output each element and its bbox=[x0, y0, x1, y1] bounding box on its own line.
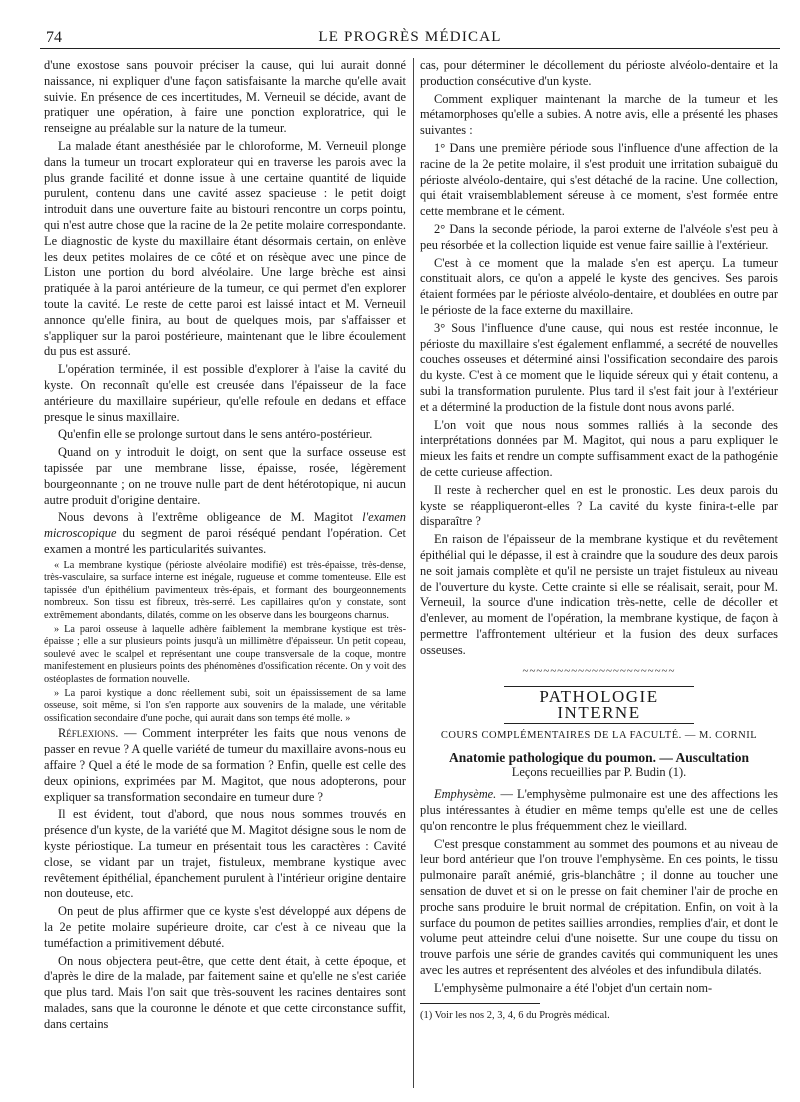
page-header bbox=[40, 26, 780, 49]
paragraph: cas, pour déterminer le décollement du périoste alvéolo-dentaire et la production consécutive d'un kyste. bbox=[420, 58, 778, 88]
paragraph: L'opération terminée, il est possible d'explorer à l'aise la cavité du kyste. On reconnaît qu'elle est creusée dans l'épaisseur de la face antérieure du maxillaire supérieur, qu'elle refoule en dedans et efface presque le sinus maxillaire. bbox=[44, 362, 406, 424]
paragraph: Quand on y introduit le doigt, on sent que la surface osseuse est tapissée par une membrane lisse, épaisse, rosée, légèrement bourgeonnante ; on ne trouve nulle part de dent hétérotopique, ni aucun autre produit d'origine dentaire. bbox=[44, 445, 406, 507]
quoted-note: » La paroi osseuse à laquelle adhère faiblement la membrane kystique est très-épaisse ; elle a sur plusieurs points jusqu'à un millimètre d'épaisseur. Un petit copeau, soulevé avec le scalpel et représentant une coupe transversale de la coque, montre manifestement en plusieurs points des phénomènes d'ossification récente. On y voit des ostéoplastes de formation nouvelle. bbox=[44, 623, 406, 686]
paragraph: Il est évident, tout d'abord, que nous nous sommes trouvés en présence d'un kyste, de la variété que M. Magitot désigne sous le nom de kyste périostique. La tumeur en présentait tous les caractères : Cavité close, se vidant par un trajet, fistuleux, membrane kystique avec revêtement épithélial, épanchement purulent à l'intérieur origine dentaire non douteuse, etc. bbox=[44, 807, 406, 901]
quoted-note: » La paroi kystique a donc réellement subi, soit un épaississement de sa lame osseuse, soit même, si l'on s'en rapporte aux souvenirs de la malade, une véritable ossification secondaire d'une poche, qui aurait dans son temps été molle. » bbox=[44, 687, 406, 724]
paragraph: C'est presque constamment au sommet des poumons et au niveau de leur bord antérieur que l'on trouve l'emphysème. En ces points, le tissu pulmonaire paraît anémié, gris-blanchâtre ; il donne au toucher une sensation de duvet et si on le presse on fait cheminer l'air de proche en proche sans produire le bruit normal de crépitation. Enfin, on voit à la surface du poumon de petites saillies arrondies, remplies d'air, et dont le volume peut atteindre celui d'une noisette. Sur une coupe du tissu on trouve parfois une série de grandes cavités qui communiquent les unes avec les autres et représentent des alvéoles et des infundibula dilatés. bbox=[420, 836, 778, 978]
lecture-credit: Leçons recueillies par P. Budin (1). bbox=[511, 765, 687, 780]
paragraph: 1° Dans une première période sous l'influence d'une affection de la racine de la 2e petite molaire, il s'est produit une irritation subaiguë du périoste alvéolo-dentaire, qui s'est détaché de la racine. Une collection, qui était vraisemblablement séreuse à ce moment, s'est formée entre cette membrane et le cément. bbox=[420, 140, 778, 219]
paragraph: 3° Sous l'influence d'une cause, qui nous est restée inconnue, le périoste du maxillaire s'est également enflammé, a secrété de nouvelles couches osseuses et déterminé ainsi l'ossification secondaire des parois du kyste. C'est à ce moment que le liquide séreux qui y était contenu, a subi la transformation purulente. Plus tard il s'est fait jour à l'extérieur et a déterminé la production de la fistule dont nous avons parlé. bbox=[420, 320, 778, 414]
emphasis: l'examen microscopique bbox=[44, 510, 406, 541]
paragraph: 2° Dans la seconde période, la paroi externe de l'alvéole s'est peu à peu résorbée et la collection liquide est venue faire saillie à l'extérieur. bbox=[420, 221, 778, 252]
quoted-note: « La membrane kystique (périoste alvéolaire modifié) est très-épaisse, très-dense, très-vasculaire, sa surface interne est inégale, rugueuse et comme tomenteuse. Elle est tapissée d'un épithélium pavimenteux très-épais, et formant des bourgeonnements nombreux. Son tissu est fibreux, très-serré. Les capillaires qu'on y constate, sont extrêmement abondants, dilatés, comme on les observe dans les bourgeons charnus. bbox=[44, 559, 406, 622]
footnote-rule bbox=[420, 1003, 540, 1004]
ornament-divider: ~~~~~~~~~~~~~~~~~~~~~~ bbox=[522, 665, 676, 678]
paragraph: On nous objectera peut-être, que cette dent était, à cette époque, et d'après le dire de la malade, par faitement saine et qu'elle ne s'est cariée que plus tard. Mais l'on sait que très-souvent les racines dentaires sont malades, sans que la couronne le dénote et que cette circonstance suffit, dans certains bbox=[44, 953, 406, 1031]
section-title: PATHOLOGIE INTERNE bbox=[504, 686, 694, 724]
text-run: — Comment interpréter les faits que nous venons de passer en revue ? A quelle variété de tumeur du maxillaire avons-nous eu affaire ? Quel a été le mode de sa formation ? Enfin, quelle est celle des deux opinions, exprimées par M. Magitot, que nous adopterons, pour expliquer sa transformation secondaire en tumeur dure ? bbox=[44, 726, 406, 804]
text-run: du segment de paroi réséqué pendant l'opération. Cet examen a montré les particularités suivantes. bbox=[44, 526, 406, 556]
paragraph: Comment expliquer maintenant la marche de la tumeur et les métamorphoses qu'elle a subies. A notre avis, elle a présenté les phases suivantes : bbox=[420, 91, 778, 138]
course-line: COURS COMPLÉMENTAIRES DE LA FACULTÉ. — M. CORNIL bbox=[440, 729, 758, 741]
paragraph: On peut de plus affirmer que ce kyste s'est développé aux dépens de la 2e petite molaire supérieure droite, car c'est à ce niveau que la tuméfaction a primitivement débuté. bbox=[44, 904, 406, 950]
paragraph: C'est à ce moment que la malade s'en est aperçu. La tumeur constituait alors, ce qu'on a appelé le kyste des gencives. Ses parois étaient formées par le périoste alvéolo-dentaire, et doublées en outre par le périoste de la face externe du maxillaire. bbox=[420, 255, 778, 317]
paragraph: Qu'enfin elle se prolonge surtout dans le sens antéro-postérieur. bbox=[58, 427, 373, 442]
right-column bbox=[420, 58, 778, 1092]
paragraph bbox=[44, 510, 406, 557]
text-run: — L'emphysème pulmonaire est une des affections les plus intéressantes à étudier en même temps qu'elle est une de celles qu'on rencontre le plus fréquemment chez le vieillard. bbox=[420, 787, 778, 833]
paragraph: La malade étant anesthésiée par le chloroforme, M. Verneuil plonge dans la tumeur un trocart explorateur qui en traverse les parois avec la plus grande facilité et donne issue à une certaine quantité de liquide purulent, contenu dans une cavité assez spacieuse : le petit doigt introduit dans une ouverture faite au bistouri rencontre un corps pointu, qui n'est autre chose que la racine de la 2e petite molaire correspondante. Le diagnostic de kyste du maxillaire étant désormais certain, on enlève les deux petites molaires de ce côté et on résèque avec une pince de Liston une portion du bord alvéolaire. Une large brèche est ainsi pratiquée à la paroi antérieure de la tumeur, ce qui permet d'en explorer toute la cavité. Le reste de cette paroi est laissé intact et M. Verneuil annonce qu'elle finira, au bout de quelques mois, par s'affaisser et s'appliquer sur la paroi postérieure, maintenant que le libre écoulement du pus est assuré. bbox=[44, 138, 406, 359]
running-title: LE PROGRÈS MÉDICAL bbox=[318, 29, 502, 45]
run-in-label: Réflexions. bbox=[58, 726, 119, 741]
paragraph: Il reste à rechercher quel en est le pronostic. Les deux parois du kyste se réappliqueront-elles ? La cavité du kyste finira-t-elle par disparaître ? bbox=[420, 482, 778, 529]
run-in-label: Emphysème. bbox=[434, 787, 497, 802]
page-number: 74 bbox=[46, 29, 62, 46]
paragraph bbox=[420, 787, 778, 834]
text-run: Nous devons à l'extrême obligeance de M. Magitot bbox=[58, 510, 363, 525]
footnote: (1) Voir les nos 2, 3, 4, 6 du Progrès médical. bbox=[420, 1009, 610, 1021]
paragraph: L'emphysème pulmonaire a été l'objet d'un certain nom- bbox=[434, 980, 713, 995]
paragraph: L'on voit que nous nous sommes ralliés à la seconde des interprétations données par M. Magitot, qui nous a paru expliquer le mieux les faits et rendre un compte suffisamment exact de la pathogénie de cette curieuse affection. bbox=[420, 417, 778, 479]
left-column bbox=[44, 58, 406, 1092]
article-subtitle: Anatomie pathologique du poumon. — Auscultation bbox=[448, 749, 750, 765]
column-divider bbox=[413, 58, 414, 1088]
paragraph: d'une exostose sans pouvoir préciser la cause, qui lui aurait donné naissance, ni expliquer d'une façon satisfaisante la marche qu'elle avait suivie. En présence de ces incertitudes, M. Verneuil se décide, avant de pratiquer une opération, à faire une ponction exploratrice, qui le renseigne au préalable sur la nature de la tumeur. bbox=[44, 58, 406, 136]
paragraph bbox=[44, 726, 406, 805]
paragraph: En raison de l'épaisseur de la membrane kystique et du revêtement épithélial qui le dépasse, il est à craindre que la soudure des deux parois ne soit jamais complète et qu'il ne persiste un trajet fistuleux au niveau de l'ouverture du kyste. Cette crainte si elle se réalisait, serait, pour M. Verneuil, la source d'une indication très-nette, celle de décoller et d'enlever, au moment de l'opération, la membrane kystique, de façon à permettre l'affrontement ultérieur et la fusion des deux surfaces osseuses. bbox=[420, 532, 778, 657]
